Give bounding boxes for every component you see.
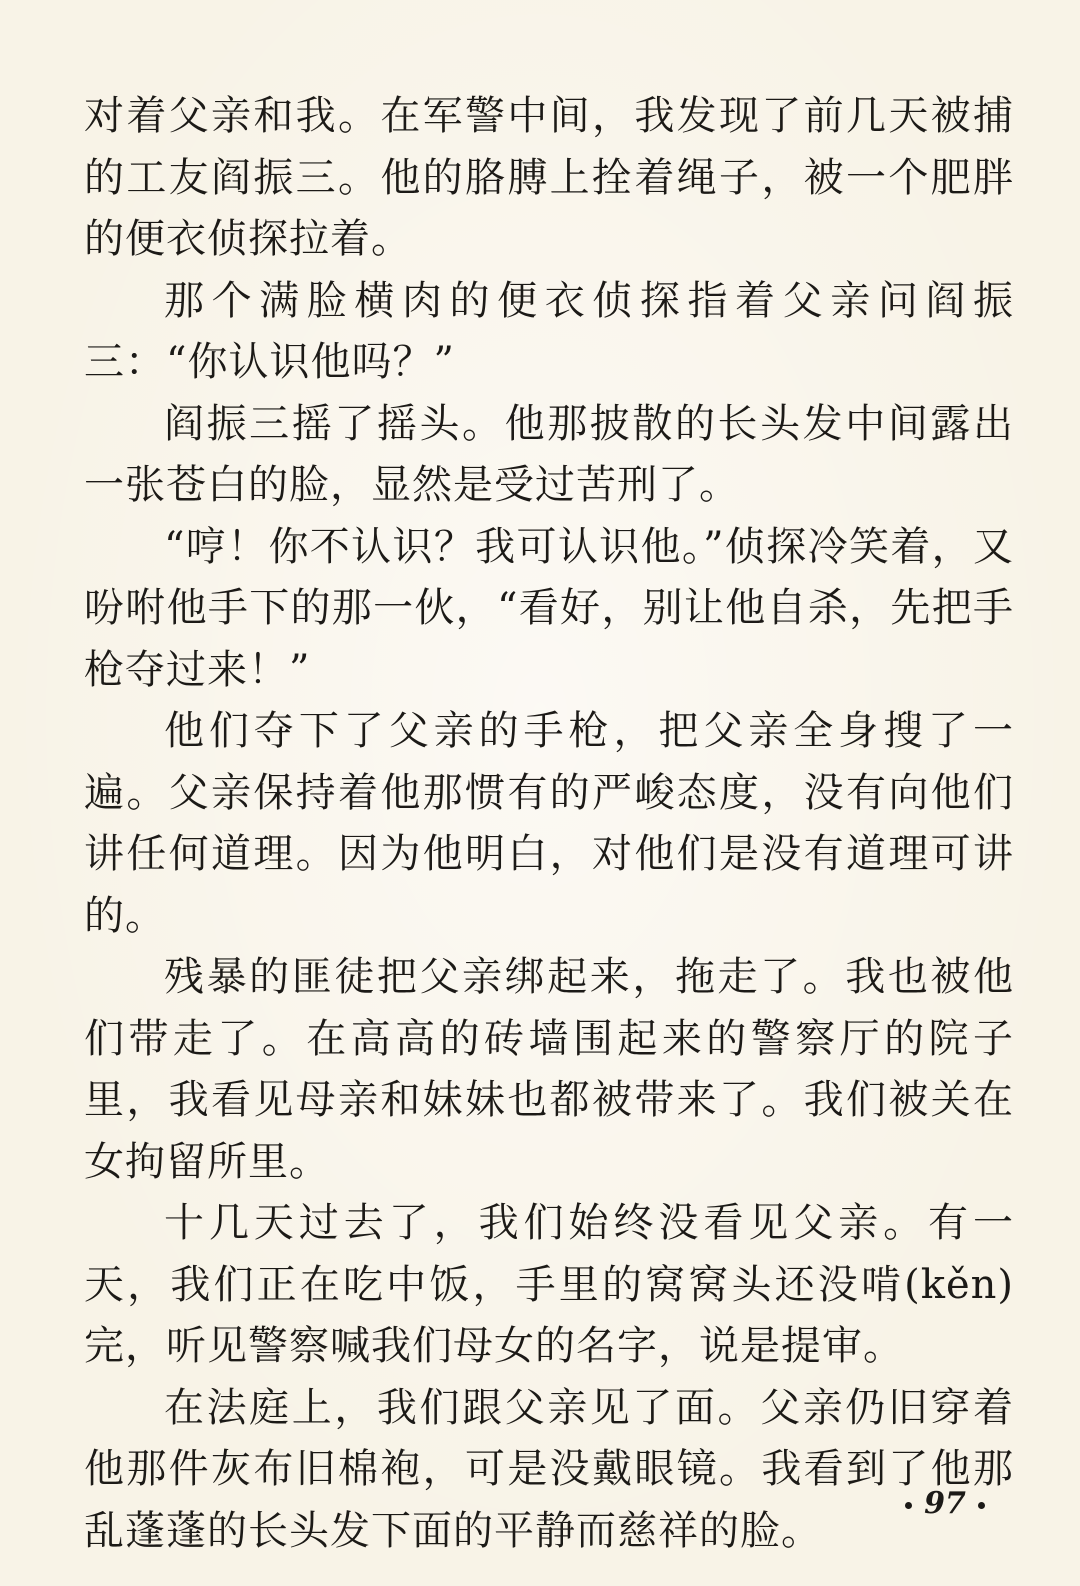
bullet-dot-left bbox=[905, 1502, 912, 1509]
paragraph-4: “哼！你不认识？我可认识他。”侦探冷笑着，又吩咐他手下的那一伙，“看好，别让他自杀，先把手枪夺过来！” bbox=[84, 523, 1014, 693]
paragraph-1: 对着父亲和我。在军警中间，我发现了前几天被捕的工友阎振三。他的胳膊上拴着绳子，被一个肥胖的便衣侦探拉着。 bbox=[84, 93, 1014, 262]
page-number-text: 97 bbox=[924, 1486, 966, 1521]
paragraph-7: 十几天过去了，我们始终没看见父亲。有一天，我们正在吃中饭，手里的窝窝头还没啃(kěn)完，听见警察喊我们母女的名字，说是提审。 bbox=[84, 1200, 1014, 1369]
paragraph-5: 他们夺下了父亲的手枪，把父亲全身搜了一遍。父亲保持着他那惯有的严峻态度，没有向他们讲任何道理。因为他明白，对他们是没有道理可讲的。 bbox=[84, 708, 1014, 939]
body-text bbox=[84, 86, 1014, 1562]
bullet-dot-right bbox=[978, 1502, 985, 1509]
paragraph-2: 那个满脸横肉的便衣侦探指着父亲问阎振三：“你认识他吗？” bbox=[84, 277, 1014, 385]
paragraph-6: 残暴的匪徒把父亲绑起来，拖走了。我也被他们带走了。在高高的砖墙围起来的警察厅的院子里，我看见母亲和妹妹也都被带来了。我们被关在女拘留所里。 bbox=[84, 954, 1014, 1185]
paragraph-3: 阎振三摇了摇头。他那披散的长头发中间露出一张苍白的脸，显然是受过苦刑了。 bbox=[84, 400, 1014, 508]
paragraph-8: 在法庭上，我们跟父亲见了面。父亲仍旧穿着他那件灰布旧棉袍，可是没戴眼镜。我看到了他那乱蓬蓬的长头发下面的平静而慈祥的脸。 bbox=[84, 1384, 1014, 1554]
page-number bbox=[880, 1486, 1010, 1521]
